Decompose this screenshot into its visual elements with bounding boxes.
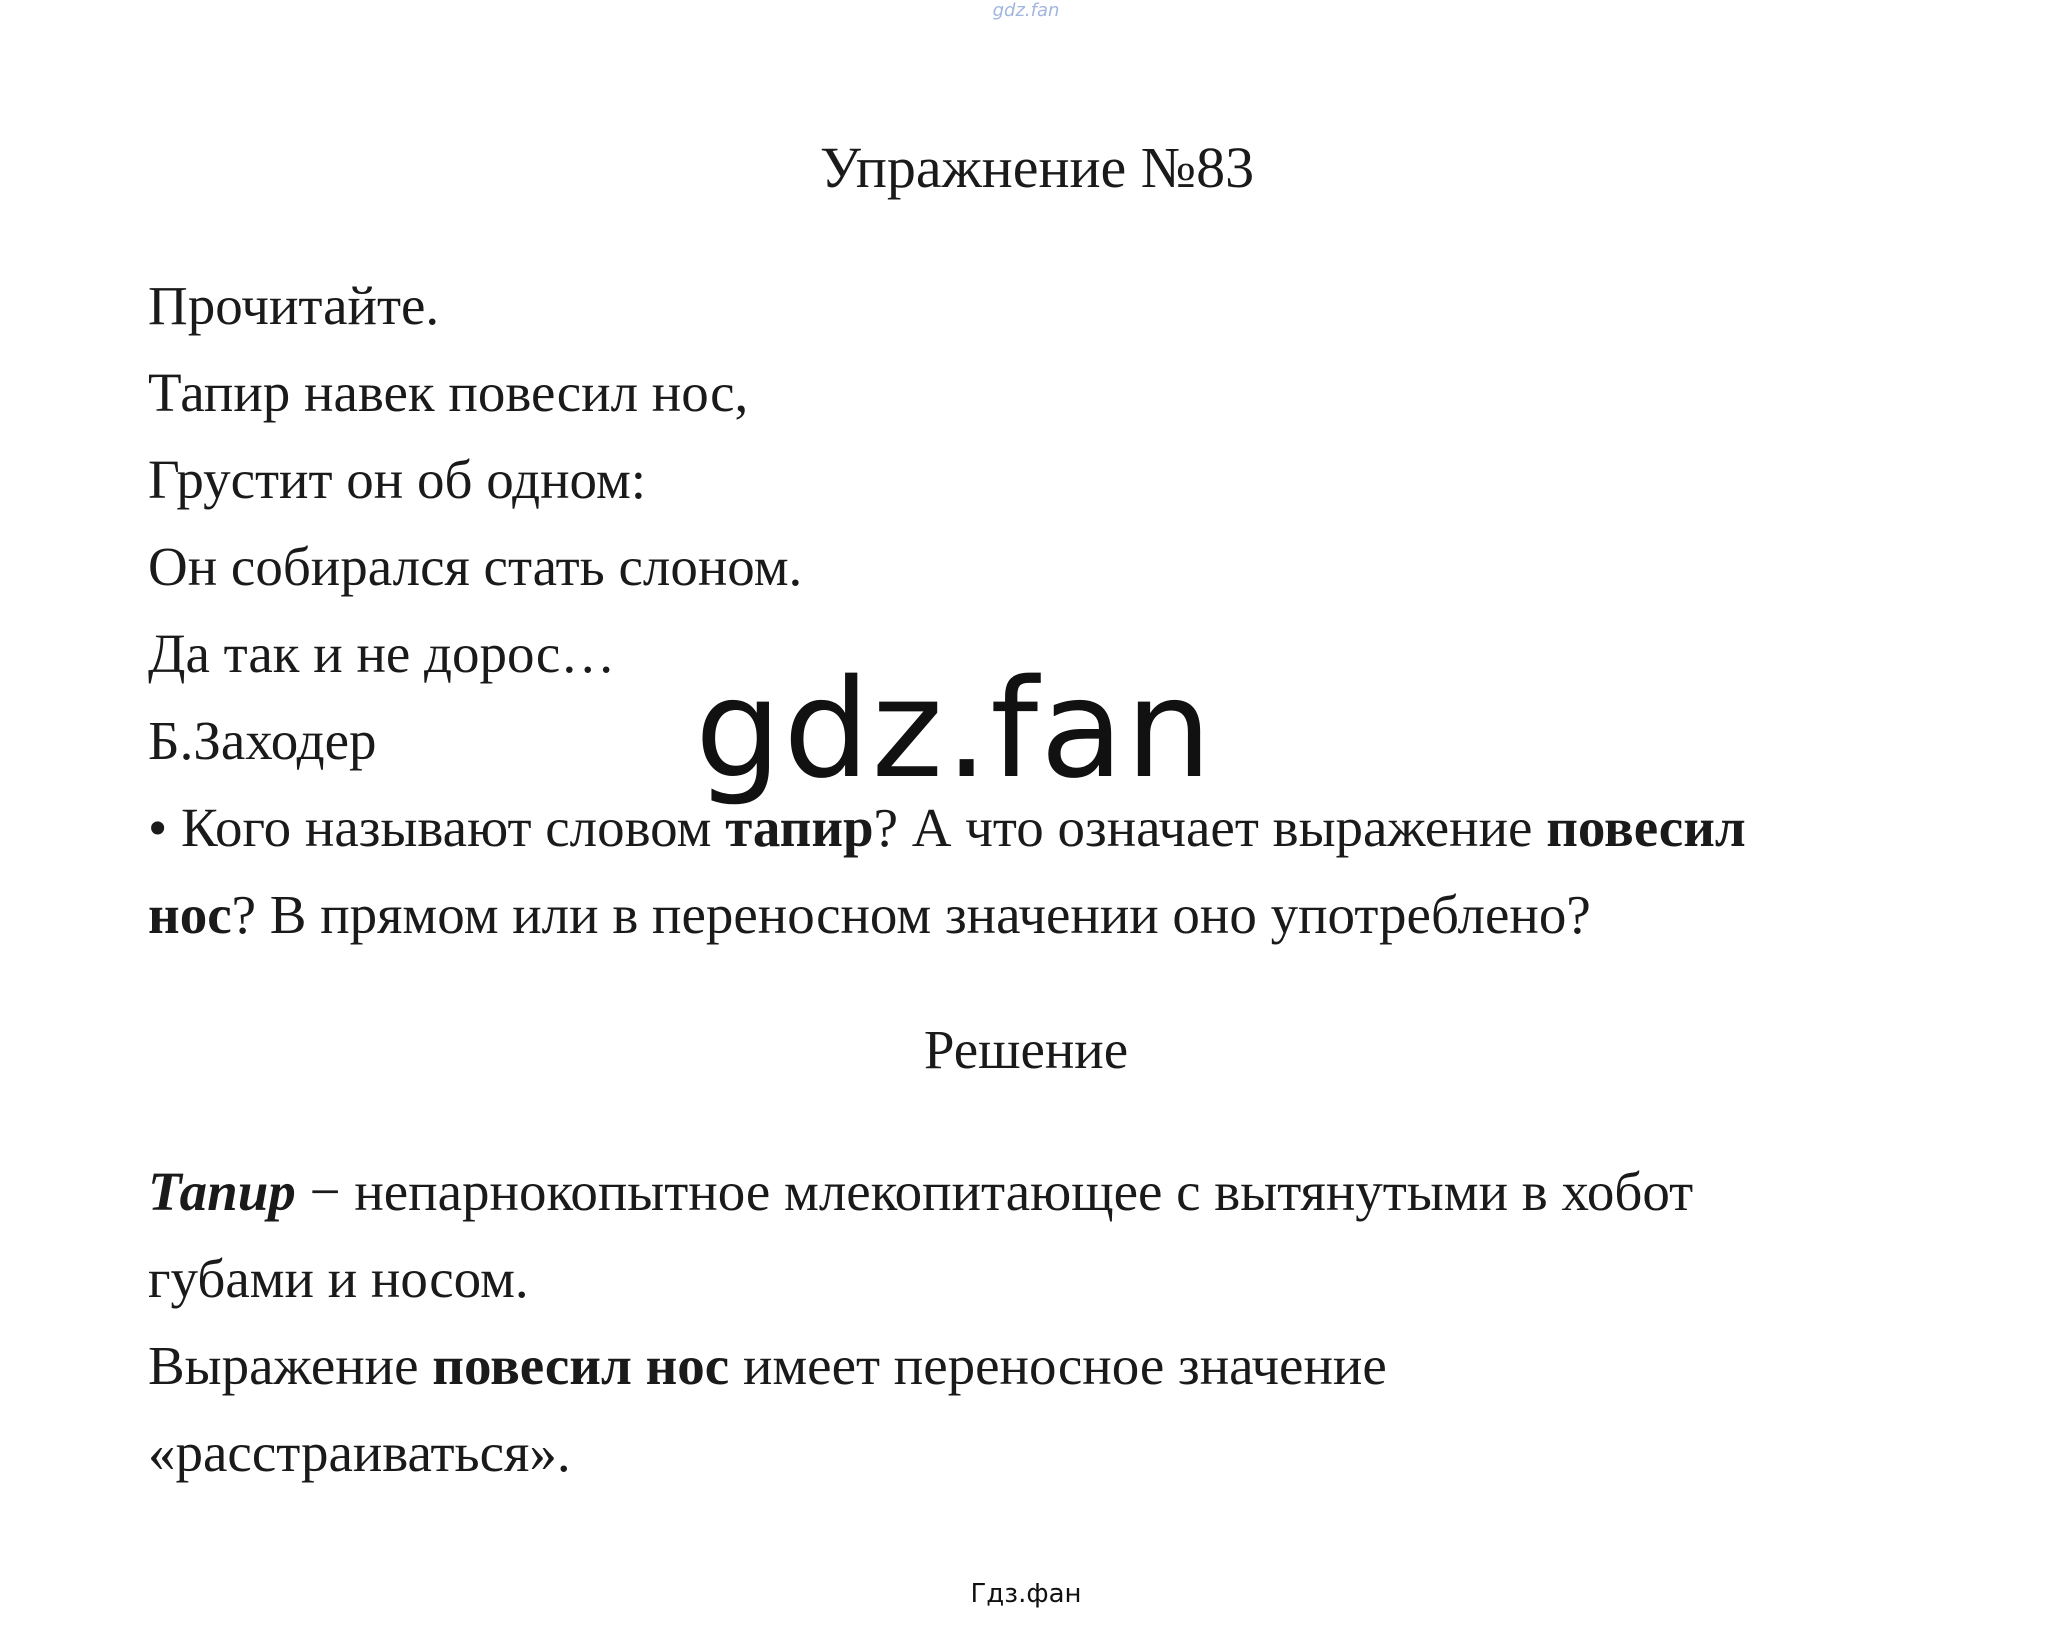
solution-heading: Решение [923, 1019, 1129, 1080]
page-title [1, 132, 2052, 204]
poem-author: Б.Заходер [148, 710, 377, 771]
question-line-2 [148, 871, 1928, 958]
question-phrase: нос [148, 884, 232, 945]
poem-line: Тапир навек повесил нос, [148, 362, 749, 423]
solution-line-1 [148, 1148, 1928, 1235]
task-line: Прочитайте. [148, 275, 440, 336]
solution-definition: − непарнокопытное млекопитающее с вытянутыми в хобот [295, 1161, 1694, 1222]
poem-line: Да так и не дорос… [148, 623, 616, 684]
top-watermark: gdz.fan [992, 0, 1060, 21]
poem-line: Он собирался стать слоном. [148, 536, 803, 597]
footer-watermark: Гдз.фан [970, 1579, 1082, 1609]
question-phrase: повесил [1546, 797, 1746, 858]
page-title-text: Упражнение №83 [819, 135, 1255, 200]
task-text [148, 262, 1928, 958]
solution-phrase: повесил нос [432, 1335, 730, 1396]
poem-line: Грустит он об одном: [148, 449, 647, 510]
bullet: • [148, 797, 168, 858]
question-text: Кого называют словом [167, 797, 726, 858]
solution-text-part: имеет переносное значение [729, 1335, 1387, 1396]
solution-text-part: Выражение [148, 1335, 433, 1396]
question-term: тапир [725, 797, 874, 858]
question-text: ? В прямом или в переносном значении оно употреблено? [231, 884, 1591, 945]
solution-term: Тапир [148, 1161, 296, 1222]
question-text: ? А что означает выражение [873, 797, 1547, 858]
solution-text [148, 1148, 1928, 1496]
site-watermark: gdz.fan [695, 651, 1214, 809]
solution-line-3 [148, 1322, 1928, 1409]
solution-line-2: губами и носом. [148, 1248, 529, 1309]
solution-line-4: «расстраиваться». [148, 1422, 571, 1483]
